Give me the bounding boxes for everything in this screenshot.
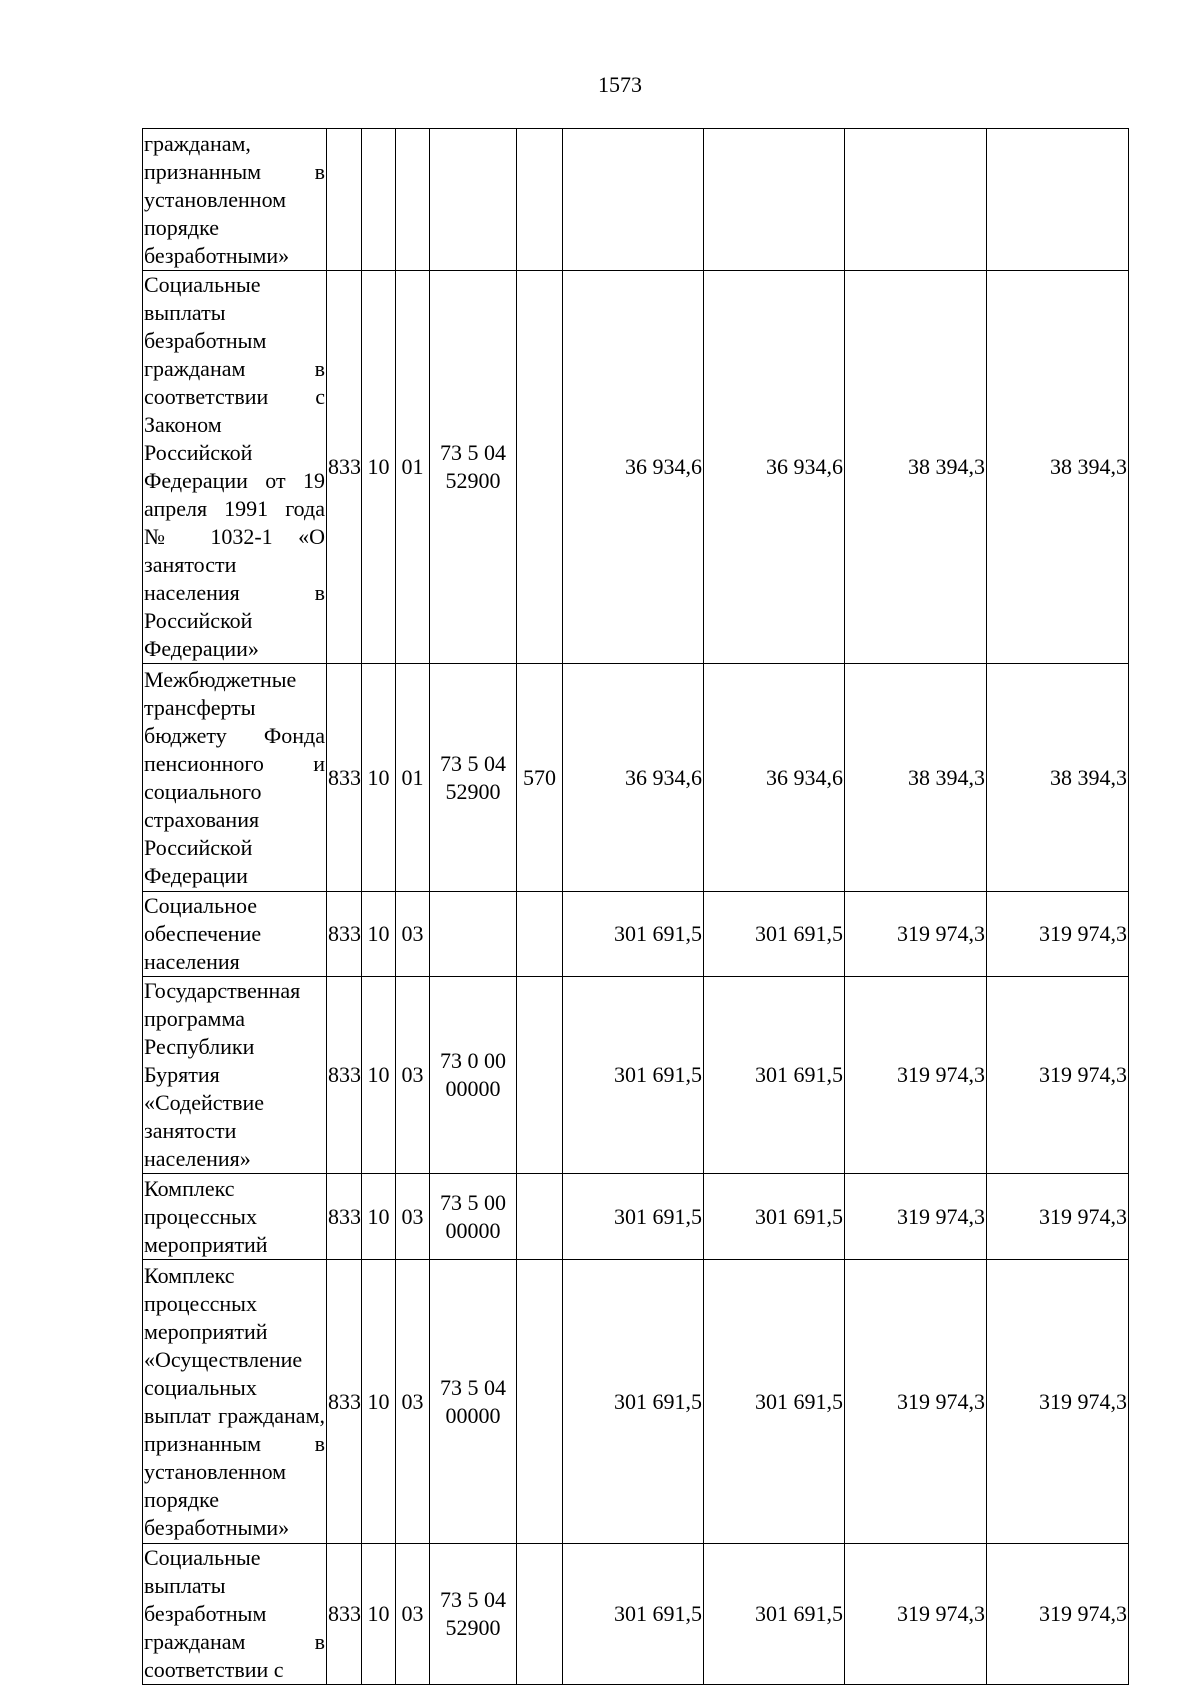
subsection-cell: 01	[396, 664, 430, 892]
table-row	[143, 1260, 1129, 1544]
table-row	[143, 977, 1129, 1174]
amount-3-cell: 319 974,3	[845, 1544, 987, 1685]
amount-2-cell: 301 691,5	[704, 1544, 845, 1685]
target-article-cell	[430, 1260, 517, 1544]
amount-2-cell: 301 691,5	[704, 892, 845, 977]
section-cell: 10	[362, 977, 396, 1174]
row-name-cell: Социальные выплаты безработным гражданам в соответствии с Законом Российской Федерации от 19 апреля 1991 года № 1032-1 «О занятости населения в Российской Федерации»	[143, 271, 327, 664]
section-cell: 10	[362, 664, 396, 892]
amount-4-cell: 319 974,3	[987, 1174, 1129, 1260]
grbs-cell: 833	[327, 892, 362, 977]
table-row	[143, 892, 1129, 977]
target-article-part2: 00000	[445, 1217, 501, 1243]
amount-4-cell: 319 974,3	[987, 977, 1129, 1174]
target-article-cell	[430, 1174, 517, 1260]
amount-2-cell: 301 691,5	[704, 977, 845, 1174]
subsection-cell: 03	[396, 1174, 430, 1260]
section-cell: 10	[362, 1260, 396, 1544]
amount-2-cell: 36 934,6	[704, 271, 845, 664]
section-cell	[362, 129, 396, 271]
row-name-cell: Комплекс процессных мероприятий «Осуществление социальных выплат гражданам, признанным в установленном порядке безработными»	[143, 1260, 327, 1544]
target-article-part2: 52900	[445, 468, 501, 493]
amount-1-cell: 301 691,5	[563, 1544, 704, 1685]
grbs-cell: 833	[327, 1544, 362, 1685]
target-article-part1: 73 5 00	[440, 1189, 506, 1215]
amount-2-cell	[704, 129, 845, 271]
amount-3-cell	[845, 129, 987, 271]
target-article-cell	[430, 977, 517, 1174]
section-cell: 10	[362, 1174, 396, 1260]
grbs-cell	[327, 129, 362, 271]
grbs-cell: 833	[327, 1260, 362, 1544]
section-cell: 10	[362, 1544, 396, 1685]
amount-2-cell: 301 691,5	[704, 1260, 845, 1544]
amount-4-cell: 319 974,3	[987, 1544, 1129, 1685]
page-number: 1573	[598, 72, 642, 97]
row-name-cell: Комплекс процессных мероприятий	[143, 1174, 327, 1260]
grbs-cell: 833	[327, 664, 362, 892]
expense-type-cell	[517, 1260, 563, 1544]
amount-1-cell: 301 691,5	[563, 1174, 704, 1260]
grbs-cell: 833	[327, 271, 362, 664]
row-name-cell: Социальные выплаты безработным гражданам в соответствии с	[143, 1544, 327, 1685]
subsection-cell: 03	[396, 977, 430, 1174]
target-article-part1: 73 0 00	[440, 1048, 506, 1073]
row-name-cell: Межбюджетные трансферты бюджету Фонда пенсионного и социального страхования Российской Федерации	[143, 664, 327, 892]
row-name-cell: гражданам, признанным в установленном порядке безработными»	[143, 129, 327, 271]
target-article-cell	[430, 129, 517, 271]
amount-4-cell: 38 394,3	[987, 271, 1129, 664]
amount-3-cell: 38 394,3	[845, 664, 987, 892]
expense-type-cell: 570	[517, 664, 563, 892]
expense-type-cell	[517, 271, 563, 664]
table-row	[143, 1544, 1129, 1685]
target-article-part1: 73 5 04	[440, 1374, 506, 1400]
grbs-cell: 833	[327, 1174, 362, 1260]
section-cell: 10	[362, 271, 396, 664]
subsection-cell: 03	[396, 892, 430, 977]
row-name-cell: Социальное обеспечение населения	[143, 892, 327, 977]
amount-1-cell: 301 691,5	[563, 1260, 704, 1544]
amount-1-cell: 301 691,5	[563, 892, 704, 977]
amount-3-cell: 319 974,3	[845, 977, 987, 1174]
target-article-part2: 00000	[445, 1076, 501, 1101]
amount-2-cell: 36 934,6	[704, 664, 845, 892]
table-row	[143, 1174, 1129, 1260]
target-article-cell	[430, 1544, 517, 1685]
amount-1-cell	[563, 129, 704, 271]
amount-1-cell: 36 934,6	[563, 271, 704, 664]
amount-4-cell: 38 394,3	[987, 664, 1129, 892]
section-cell: 10	[362, 892, 396, 977]
amount-2-cell: 301 691,5	[704, 1174, 845, 1260]
subsection-cell: 03	[396, 1260, 430, 1544]
amount-4-cell	[987, 129, 1129, 271]
table-row	[143, 271, 1129, 664]
amount-1-cell: 36 934,6	[563, 664, 704, 892]
grbs-cell: 833	[327, 977, 362, 1174]
target-article-cell	[430, 892, 517, 977]
expense-type-cell	[517, 1174, 563, 1260]
row-name-cell: Государственная программа Республики Бурятия «Содействие занятости населения»	[143, 977, 327, 1174]
subsection-cell: 01	[396, 271, 430, 664]
target-article-part1: 73 5 04	[440, 750, 506, 776]
expense-type-cell	[517, 1544, 563, 1685]
target-article-part1: 73 5 04	[440, 440, 506, 465]
amount-4-cell: 319 974,3	[987, 892, 1129, 977]
budget-table	[142, 128, 1129, 1685]
target-article-part2: 52900	[445, 1615, 501, 1640]
amount-3-cell: 319 974,3	[845, 1260, 987, 1544]
expense-type-cell	[517, 129, 563, 271]
target-article-part1: 73 5 04	[440, 1587, 506, 1612]
target-article-cell	[430, 271, 517, 664]
subsection-cell	[396, 129, 430, 271]
table-row	[143, 129, 1129, 271]
expense-type-cell	[517, 977, 563, 1174]
target-article-part2: 52900	[445, 778, 501, 804]
amount-3-cell: 319 974,3	[845, 1174, 987, 1260]
expense-type-cell	[517, 892, 563, 977]
amount-3-cell: 319 974,3	[845, 892, 987, 977]
target-article-part2: 00000	[445, 1402, 501, 1428]
target-article-cell	[430, 664, 517, 892]
amount-4-cell: 319 974,3	[987, 1260, 1129, 1544]
table-row	[143, 664, 1129, 892]
amount-3-cell: 38 394,3	[845, 271, 987, 664]
amount-1-cell: 301 691,5	[563, 977, 704, 1174]
subsection-cell: 03	[396, 1544, 430, 1685]
